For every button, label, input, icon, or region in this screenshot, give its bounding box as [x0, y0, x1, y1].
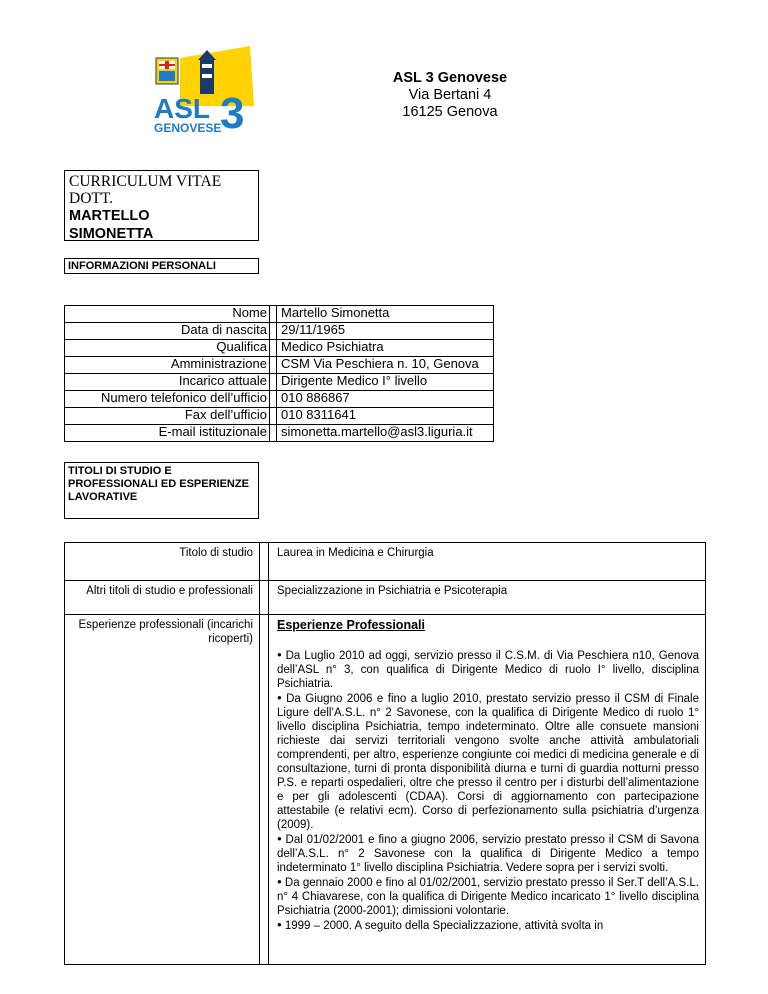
table-row	[65, 543, 706, 581]
table-row	[65, 408, 494, 425]
experience-item	[277, 832, 699, 875]
personal-label: Incarico attuale	[65, 374, 270, 391]
cv-title-prefix: DOTT.	[69, 190, 114, 207]
organization-address	[340, 70, 560, 121]
personal-label: Data di nascita	[65, 323, 270, 340]
titles-table	[64, 542, 706, 965]
table-row	[65, 306, 494, 323]
table-row	[65, 323, 494, 340]
experience-text: 1999 – 2000. A seguito della Specializzazione, attività svolta in	[284, 920, 604, 932]
experience-cell	[269, 615, 706, 965]
logo-asl-text: ASL	[154, 93, 210, 124]
organization-name: ASL 3 Genovese	[392, 70, 508, 86]
organization-street: Via Bertani 4	[408, 87, 492, 103]
personal-value: 29/11/1965	[277, 323, 494, 340]
table-row	[65, 615, 706, 965]
experience-item	[277, 648, 699, 691]
section-titles-experience: TITOLI DI STUDIO E PROFESSIONALI ED ESPERIENZE LAVORATIVE	[64, 462, 259, 519]
other-titles-value: Specializzazione in Psichiatria e Psicoterapia	[269, 581, 706, 615]
personal-value: 010 886867	[277, 391, 494, 408]
personal-value: CSM Via Peschiera n. 10, Genova	[277, 357, 494, 374]
cv-firstname: SIMONETTA	[69, 226, 154, 242]
personal-info-table	[64, 305, 494, 442]
experience-text: Dal 01/02/2001 e fino a giugno 2006, servizio prestato presso il CSM di Savona dell’A.S.L. n° 2 Savonese con la qualifica di Dirigente Medico a tempo indeterminato 1° livello disciplina Psichiatria. Vedere sopra per i servizi svolti.	[277, 834, 699, 874]
personal-value: Dirigente Medico I° livello	[277, 374, 494, 391]
personal-value: simonetta.martello@asl3.liguria.it	[277, 425, 494, 442]
bullet-icon: ●	[277, 834, 283, 843]
personal-label: Nome	[65, 306, 270, 323]
personal-label: Numero telefonico dell’ufficio	[65, 391, 270, 408]
cv-heading: CURRICULUM VITAE	[69, 173, 222, 190]
personal-label: E-mail istituzionale	[65, 425, 270, 442]
bullet-icon: ●	[277, 650, 283, 659]
table-row	[65, 357, 494, 374]
personal-label: Fax dell’ufficio	[65, 408, 270, 425]
personal-value: Medico Psichiatra	[277, 340, 494, 357]
experience-item	[277, 875, 699, 918]
study-value: Laurea in Medicina e Chirurgia	[269, 543, 706, 581]
cv-title-box	[64, 170, 259, 241]
table-row	[65, 581, 706, 615]
personal-value: 010 8311641	[277, 408, 494, 425]
table-row	[65, 391, 494, 408]
table-row	[65, 374, 494, 391]
logo-number-text: 3	[220, 89, 245, 134]
section-personal-info: INFORMAZIONI PERSONALI	[64, 258, 259, 274]
experience-item	[277, 691, 699, 832]
experience-text: Da Luglio 2010 ad oggi, servizio presso il C.S.M. di Via Peschiera n10, Genova dell’ASL n° 3, con qualifica di Dirigente Medico di ruolo I° livello, disciplina Psichiatria.	[277, 650, 699, 690]
bullet-icon: ●	[277, 877, 282, 886]
table-row	[65, 340, 494, 357]
asl3-logo	[150, 46, 260, 134]
table-row	[65, 425, 494, 442]
experience-title: Esperienze Professionali	[277, 618, 425, 632]
study-label: Titolo di studio	[65, 543, 260, 581]
personal-label: Amministrazione	[65, 357, 270, 374]
organization-city: 16125 Genova	[402, 104, 498, 120]
bullet-icon: ●	[277, 693, 284, 702]
cv-surname: MARTELLO	[69, 208, 150, 224]
personal-label: Qualifica	[65, 340, 270, 357]
experience-label: Esperienze professionali (incarichi ricoperti)	[65, 615, 260, 965]
experience-item	[277, 918, 699, 933]
bullet-icon: ●	[277, 920, 282, 929]
other-titles-label: Altri titoli di studio e professionali	[65, 581, 260, 615]
experience-text: Da Giugno 2006 e fino a luglio 2010, prestato servizio presso il CSM di Finale Ligure dell’A.S.L. n° 2 Savonese, con la qualifica di Dirigente Medico di ruolo 1° livello disciplina Psichiatria, tempo indeterminato. Oltre alle consuete mansioni richieste dai servizi territoriali vengono svolte anche attività ambulatoriali comprendenti, per altro, esperienze congiunte coi medici di medicina generale e di consultazione, turni di pronta disponibilità diurna e turni di guardia notturni presso P.S. e reparti ospedalieri, oltre che presso il centro per i disturbi dell’alimentazione e per gli adolescenti (CDAA). Corsi di aggiornamento con partecipazione attestabile (e relativi ecm). Corso di perfezionamento sulla psichiatria d’urgenza (2009).	[277, 693, 699, 831]
logo-sub-text: GENOVESE	[154, 121, 222, 134]
asl3-logo-graphic	[150, 46, 260, 134]
experience-text: Da gennaio 2000 e fino al 01/02/2001, servizio prestato presso il Ser.T dell’A.S.L. n° 4 Chiavarese, con la qualifica di Dirigente Medico incaricato 1° livello disciplina Psichiatria (2000-2001); dimissioni volontarie.	[277, 877, 699, 917]
experience-list	[277, 648, 699, 933]
personal-value: Martello Simonetta	[277, 306, 494, 323]
